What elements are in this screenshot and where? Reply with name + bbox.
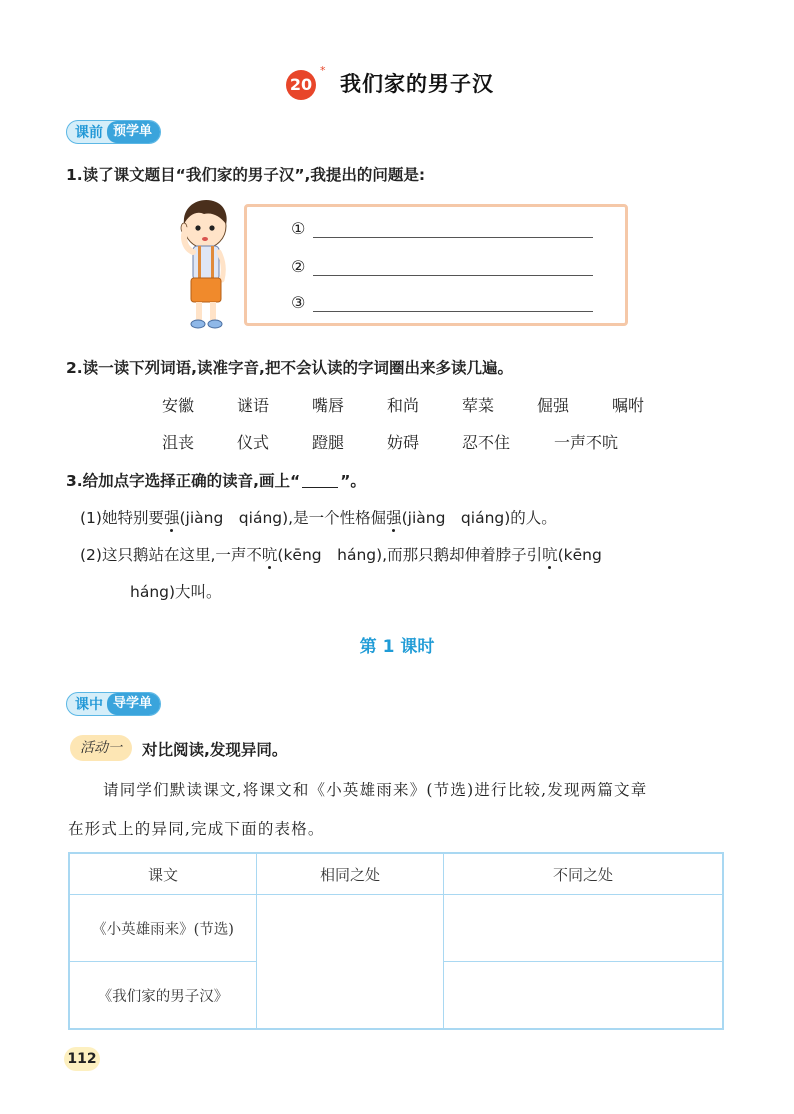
question-3 — [66, 469, 366, 491]
dotted-char: 强 — [163, 509, 180, 527]
table-header: 相同之处 — [257, 853, 444, 895]
word-item: 蹬腿 — [312, 433, 345, 452]
answer-number: ② — [291, 257, 306, 276]
sentence-2-cont[interactable]: háng)大叫。 — [130, 583, 222, 601]
answer-line-1[interactable] — [291, 219, 593, 238]
badge-label-b: 导学单 — [107, 693, 160, 715]
sentence-1-part[interactable]: (jiàng qiáng),是一个性格倔 — [179, 509, 387, 527]
table-row-label: 《我们家的男子汉》 — [69, 962, 257, 1030]
word-item: 嘱咐 — [612, 396, 645, 415]
badge-label-a: 课中 — [75, 697, 103, 713]
word-item: 忍不住 — [462, 433, 511, 452]
word-item: 仪式 — [237, 433, 270, 452]
word-item: 倔强 — [537, 396, 570, 415]
table-row-label: 《小英雄雨来》(节选) — [69, 895, 257, 962]
sentence-2-part[interactable]: (kēng háng),而那只鹅却伸着脖子引 — [277, 546, 543, 564]
question-answer-box — [244, 204, 628, 326]
answer-number: ③ — [291, 293, 306, 312]
word-item: 妨碍 — [387, 433, 420, 452]
activity-paragraph-2: 在形式上的异同,完成下面的表格。 — [68, 820, 325, 838]
word-item: 沮丧 — [162, 433, 195, 452]
question-2: 2.读一读下列词语,读准字音,把不会认读的字词圈出来多读几遍。 — [66, 359, 513, 377]
activity-tag: 活动一 — [70, 735, 132, 761]
dotted-char: 吭 — [542, 546, 558, 564]
section-badge-inclass — [66, 692, 161, 716]
word-item: 和尚 — [387, 396, 420, 415]
table-cell-diff[interactable] — [444, 895, 724, 962]
lesson-star-mark: * — [320, 64, 326, 77]
answer-line-3[interactable] — [291, 293, 593, 312]
table-header: 课文 — [69, 853, 257, 895]
sentence-1-part: (1)她特别要 — [80, 509, 164, 527]
sentence-2-part[interactable]: (kēng — [557, 546, 602, 564]
underline-mark — [302, 487, 338, 488]
word-item: 荤菜 — [462, 396, 495, 415]
section-badge-prestudy — [66, 120, 161, 144]
lesson-time-heading: 第 1 课时 — [359, 637, 435, 657]
question-3-text: 3.给加点字选择正确的读音,画上“ — [66, 472, 301, 490]
activity-paragraph-1: 请同学们默读课文,将课文和《小英雄雨来》(节选)进行比较,发现两篇文章 — [103, 781, 648, 799]
word-item: 谜语 — [237, 396, 270, 415]
word-item: 一声不吭 — [554, 433, 619, 452]
activity-title: 对比阅读,发现异同。 — [142, 741, 288, 759]
page-number: 112 — [64, 1047, 100, 1071]
badge-label-a: 课前 — [75, 125, 103, 141]
dotted-char: 强 — [386, 509, 402, 527]
table-cell-diff[interactable] — [444, 962, 724, 1030]
answer-number: ① — [291, 219, 306, 238]
sentence-2-part: (2)这只鹅站在这里,一声不 — [80, 546, 262, 564]
sentence-1-part[interactable]: (jiàng qiáng)的人。 — [401, 509, 557, 527]
page-title: 我们家的男子汉 — [340, 72, 494, 96]
badge-label-b: 预学单 — [107, 121, 160, 143]
boy-illustration — [176, 196, 238, 330]
table-header: 不同之处 — [444, 853, 724, 895]
sentence-1 — [80, 506, 557, 528]
dotted-char: 吭 — [261, 546, 278, 564]
question-1: 1.读了课文题目“我们家的男子汉”,我提出的问题是: — [66, 166, 426, 184]
answer-line-2[interactable] — [291, 257, 593, 276]
question-3-end: ”。 — [340, 472, 366, 490]
word-item: 嘴唇 — [312, 396, 345, 415]
comparison-table — [68, 852, 724, 1030]
sentence-2 — [80, 543, 602, 565]
word-item: 安徽 — [162, 396, 195, 415]
table-cell-same[interactable] — [257, 895, 444, 1030]
lesson-number: 20 — [286, 70, 316, 100]
